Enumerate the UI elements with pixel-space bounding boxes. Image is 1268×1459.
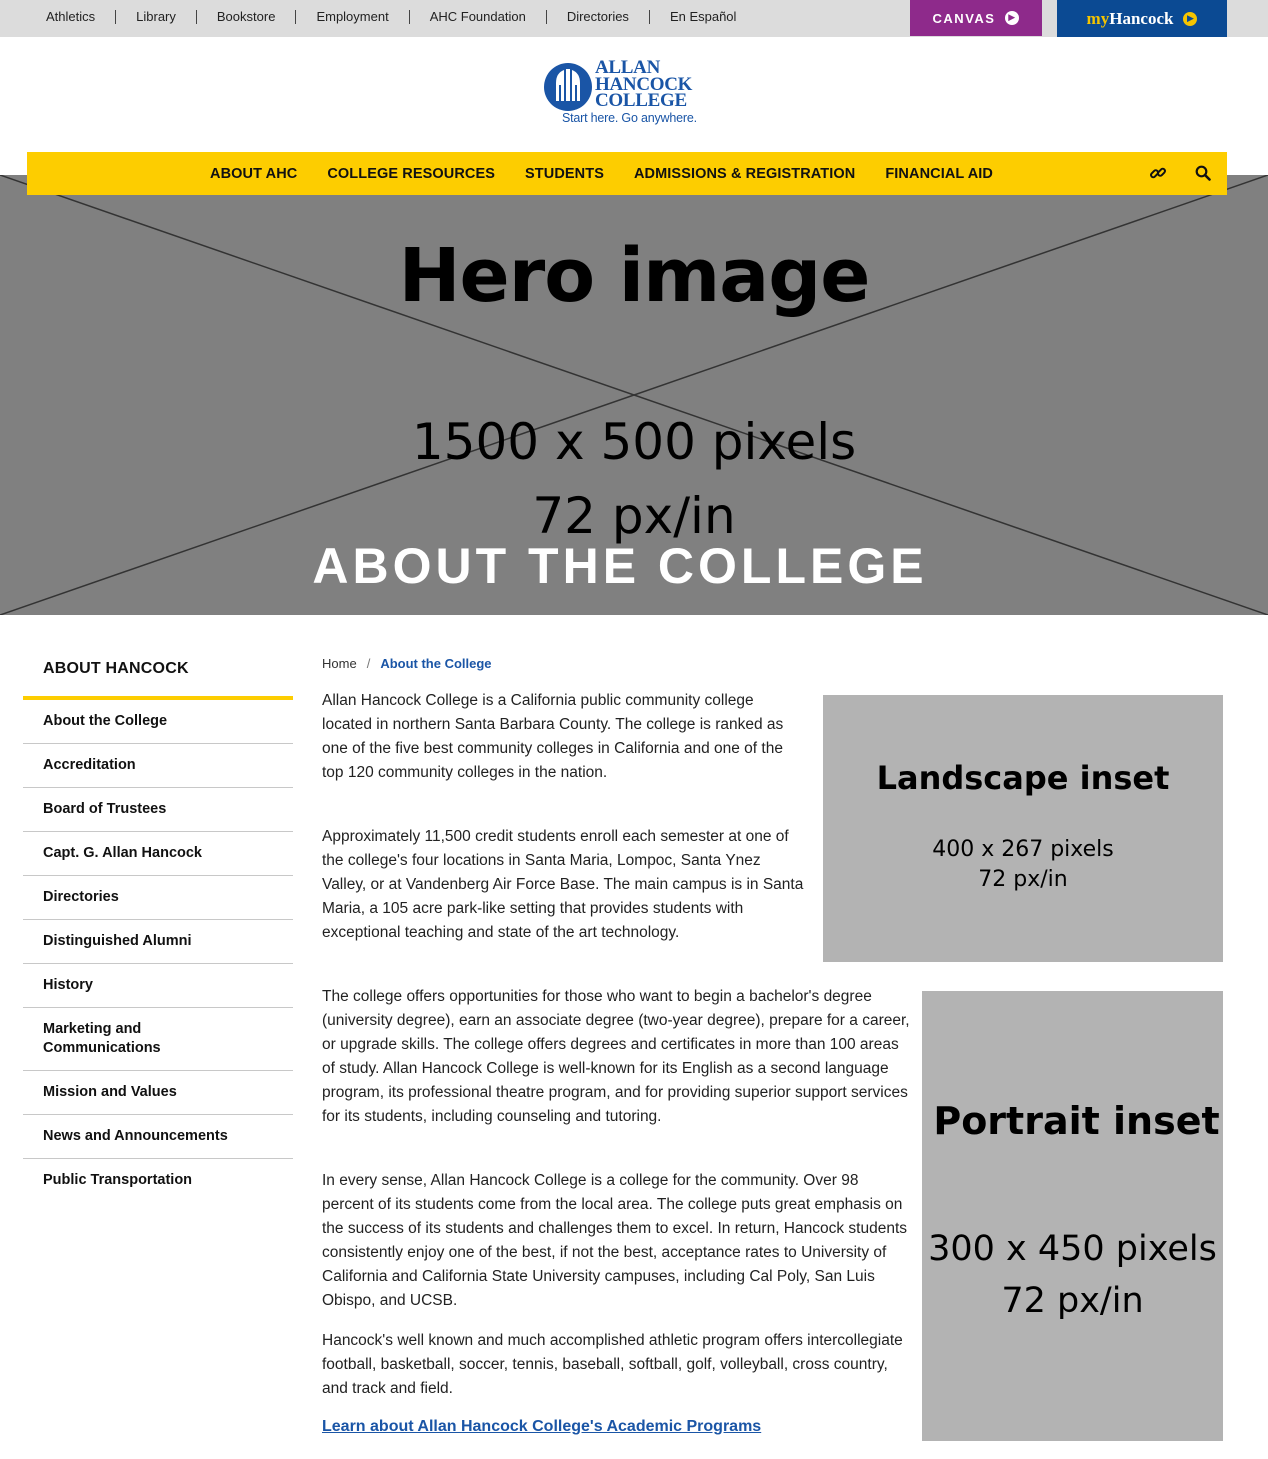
content-paragraph-2: Approximately 11,500 credit students enroll each semester at one of the college's four locations in Santa Maria, Lompoc, Santa Ynez Valley, or at Vandenberg Air Force Base. The main campus is in Santa Maria, a 105 acre park-like setting that provides students with exceptional teaching and state of the art technology. — [322, 828, 804, 941]
sidebar-item-history[interactable]: History — [23, 964, 293, 1008]
logo-tagline: Start here. Go anywhere. — [562, 111, 697, 125]
content-paragraph-1: Allan Hancock College is a California public community college located in northern Santa Barbara County. The college is ranked as one of the five best community colleges in California and one of the top 120 community colleges in the nation. — [322, 692, 784, 781]
sidebar-item-mission-values[interactable]: Mission and Values — [23, 1071, 293, 1115]
hero-banner — [0, 175, 1268, 615]
sidebar-item-directories[interactable]: Directories — [23, 876, 293, 920]
logo-line-2: HANCOCK — [595, 73, 693, 95]
sidebar-item-accreditation[interactable]: Accreditation — [23, 744, 293, 788]
link-icon[interactable] — [1148, 163, 1168, 183]
main-nav — [27, 152, 1227, 195]
myhancock-prefix: my — [1086, 8, 1110, 28]
breadcrumb-home[interactable]: Home — [322, 656, 357, 671]
nav-admissions-registration[interactable]: ADMISSIONS & REGISTRATION — [633, 165, 856, 182]
breadcrumb-separator: / — [366, 656, 371, 671]
hero-placeholder-size: 1500 x 500 pixels — [411, 413, 857, 471]
breadcrumb-current: About the College — [380, 656, 492, 671]
portrait-inset-image — [922, 991, 1223, 1441]
myhancock-suffix: Hancock — [1109, 8, 1174, 28]
logo-line-1: ALLAN — [595, 57, 661, 78]
content-paragraph-3: The college offers opportunities for those who want to begin a bachelor's degree (university degree), earn an associate degree (two-year degree), prepare for a career, or upgrade skills. The college offers degrees and certificates in more than 100 areas of study. Allan Hancock College is well-known for its English as a second language program, its professional theatre program, and for providing superior support services for its students, including counseling and tutoring. — [322, 988, 910, 1125]
main-nav-items — [195, 152, 1008, 195]
utility-link-espanol[interactable]: En Español — [649, 10, 757, 24]
sidebar-item-about-the-college[interactable]: About the College — [23, 700, 293, 744]
sidebar-item-capt-allan-hancock[interactable]: Capt. G. Allan Hancock — [23, 832, 293, 876]
sidebar-nav — [23, 648, 293, 1202]
nav-college-resources[interactable]: COLLEGE RESOURCES — [327, 165, 496, 182]
utility-link-ahc-foundation[interactable]: AHC Foundation — [409, 10, 546, 24]
utility-bar — [0, 0, 1268, 37]
content-paragraph-4: In every sense, Allan Hancock College is a college for the community. Over 98 percent of its students come from the local area. The college puts great emphasis on the success of its students and challenges them to excel. In return, Hancock students consistently enjoy one of the best, if not the best, acceptance rates to University of California and California State University campuses, including Cal Poly, San Luis Obispo, and UCSB. — [322, 1172, 908, 1309]
utility-link-directories[interactable]: Directories — [546, 10, 649, 24]
sidebar-item-board-of-trustees[interactable]: Board of Trustees — [23, 788, 293, 832]
utility-link-athletics[interactable]: Athletics — [46, 8, 96, 24]
portrait-inset-resolution: 72 px/in — [1001, 1281, 1144, 1321]
college-logo[interactable] — [542, 58, 712, 130]
breadcrumb — [322, 656, 492, 671]
nav-students[interactable]: STUDENTS — [525, 165, 604, 182]
utility-link-bookstore[interactable]: Bookstore — [196, 10, 296, 24]
utility-link-library[interactable]: Library — [115, 10, 196, 24]
sidebar-item-news-announcements[interactable]: News and Announcements — [23, 1115, 293, 1159]
search-icon[interactable] — [1193, 163, 1213, 183]
nav-financial-aid[interactable]: FINANCIAL AID — [885, 165, 993, 182]
content-paragraph-5: Hancock's well known and much accomplished athletic program offers intercollegiate football, basketball, soccer, tennis, baseball, softball, golf, volleyball, cross country, and track and field. — [322, 1332, 903, 1397]
hero-placeholder-title: Hero image — [398, 233, 870, 319]
sidebar-item-public-transportation[interactable]: Public Transportation — [43, 1172, 193, 1188]
utility-link-employment[interactable]: Employment — [295, 10, 408, 24]
canvas-label: CANVAS — [932, 10, 996, 26]
myhancock-button[interactable] — [1057, 0, 1227, 37]
utility-links — [26, 0, 756, 33]
arrow-right-circle-icon: ▶ — [1183, 12, 1197, 26]
landscape-inset-title: Landscape inset — [876, 759, 1170, 797]
page-title: ABOUT THE COLLEGE — [312, 538, 928, 594]
portrait-inset-size: 300 x 450 pixels — [928, 1229, 1217, 1269]
landscape-inset-resolution: 72 px/in — [978, 867, 1068, 892]
logo-emblem-icon — [542, 61, 594, 113]
sidebar-item-distinguished-alumni[interactable]: Distinguished Alumni — [23, 920, 293, 964]
logo-wordmark — [595, 57, 693, 111]
landscape-inset-size: 400 x 267 pixels — [932, 837, 1114, 862]
academic-programs-link[interactable]: Learn about Allan Hancock College's Academic Programs — [322, 1418, 762, 1435]
sidebar-title: ABOUT HANCOCK — [23, 648, 293, 700]
nav-about-ahc[interactable]: ABOUT AHC — [210, 165, 298, 182]
hero-placeholder-resolution: 72 px/in — [532, 487, 736, 545]
sidebar-item-marketing-communications[interactable]: Marketing and Communications — [23, 1008, 293, 1071]
landscape-inset-image — [823, 695, 1223, 962]
canvas-button[interactable] — [910, 0, 1042, 36]
logo-line-3: COLLEGE — [595, 90, 687, 111]
portrait-inset-title: Portrait inset — [933, 1099, 1220, 1143]
arrow-right-circle-icon: ▶ — [1005, 11, 1019, 25]
